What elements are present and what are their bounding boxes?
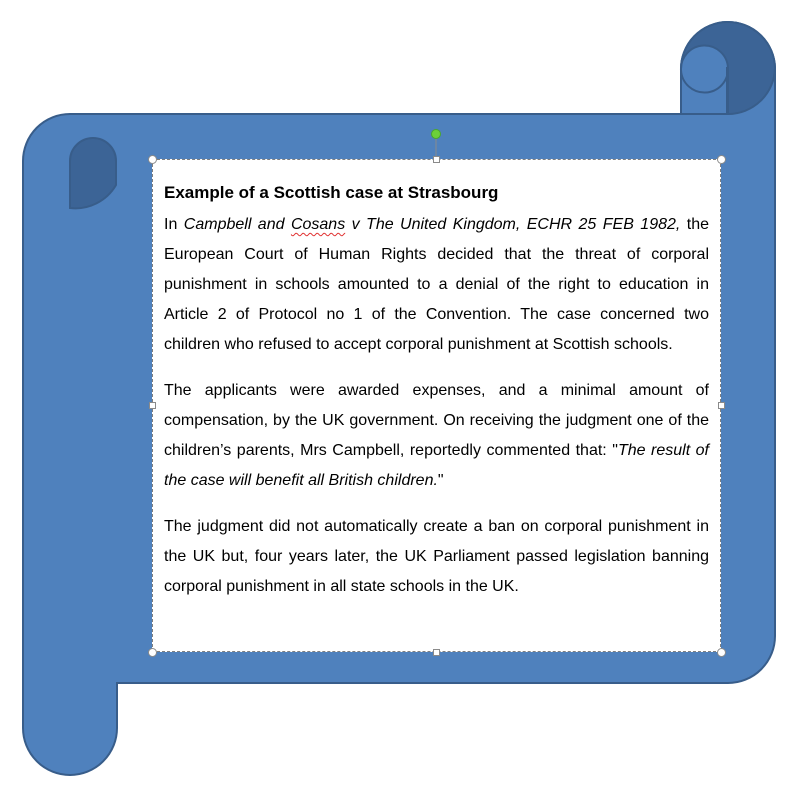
p2-end: "	[437, 472, 444, 489]
resize-handle-right[interactable]	[718, 402, 725, 409]
spellcheck-word[interactable]: Cosans	[290, 216, 346, 233]
case-name-c: v The United Kingdom, ECHR 25 FEB 1982,	[345, 216, 681, 233]
case-name-a: Campbell and	[183, 216, 291, 233]
text-box[interactable]	[152, 159, 721, 652]
rotate-handle[interactable]	[431, 129, 441, 139]
resize-handle-top-right[interactable]	[717, 155, 726, 164]
heading: Example of a Scottish case at Strasbourg	[164, 183, 499, 202]
resize-handle-top[interactable]	[433, 156, 440, 163]
resize-handle-bottom[interactable]	[433, 649, 440, 656]
p2-text: The applicants were awarded expenses, and a minimal amount of compensation, by the UK government. On receiving the judgment one of the children’s parents, Mrs Campbell, reportedly commented that: "	[164, 382, 709, 459]
p1-intro: In	[164, 216, 184, 233]
resize-handle-left[interactable]	[149, 402, 156, 409]
paragraph-3: The judgment did not automatically create a ban on corporal punishment in the UK but, four years later, the UK Parliament passed legislation banning corporal punishment in all state schools in the UK.	[164, 518, 709, 595]
resize-handle-bottom-right[interactable]	[717, 648, 726, 657]
paragraph-2	[164, 376, 709, 496]
quote: The result of the case will benefit all British children.	[164, 442, 709, 489]
paragraph-1	[164, 210, 709, 360]
resize-handle-top-left[interactable]	[148, 155, 157, 164]
case-citation	[184, 216, 681, 233]
resize-handle-bottom-left[interactable]	[148, 648, 157, 657]
p1-rest: the European Court of Human Rights decided that the threat of corporal punishment in schools amounted to a denial of the right to education in Article 2 of Protocol no 1 of the Convention. The case concerned two children who refused to accept corporal punishment at Scottish schools.	[164, 216, 710, 353]
